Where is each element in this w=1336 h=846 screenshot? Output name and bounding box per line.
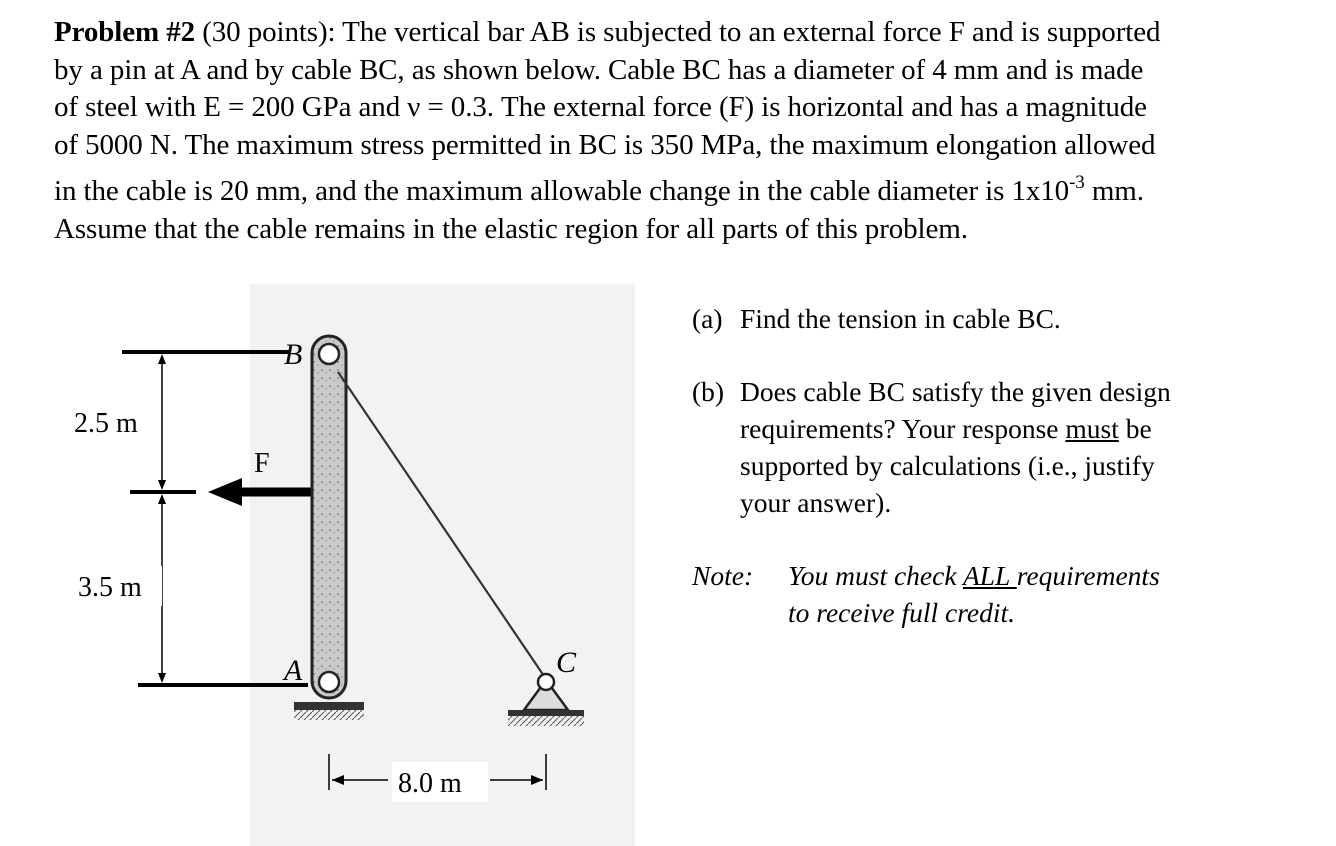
question-b-label: (b) <box>692 376 725 407</box>
structure-diagram <box>0 280 660 846</box>
label-c: C <box>556 646 577 679</box>
problem-heading: Problem #2 <box>54 16 196 48</box>
questions <box>692 300 1312 631</box>
question-a-text: Find the tension in cable BC. <box>740 303 1061 334</box>
question-b: (b) Does cable BC satisfy the given design requirements? Your response must be supported by calculations (i.e., justify your answer). <box>692 373 1312 521</box>
note: Note: You must check ALL requirements to receive full credit. <box>692 557 1312 631</box>
dim-lower-label: 3.5 m <box>78 572 142 603</box>
statement-line-6: Assume that the cable remains in the elastic region for all parts of this problem. <box>54 212 968 245</box>
pin-b <box>319 344 339 364</box>
statement-line-4: of 5000 N. The maximum stress permitted in BC is 350 MPa, the maximum elongation allowed <box>54 128 1156 161</box>
support-a-hatch <box>294 710 364 720</box>
support-a-base <box>294 702 364 710</box>
dim-upper-label: 2.5 m <box>74 408 138 439</box>
statement-line-5: in the cable is 20 mm, and the maximum allowable change in the cable diameter is $1x10^{-3}$ mm. <box>54 172 1144 208</box>
note-label: Note: <box>692 560 754 591</box>
dim-horizontal-label: 8.0 m <box>398 768 462 799</box>
label-a: A <box>284 654 303 687</box>
question-a <box>692 300 1312 337</box>
must-underline: must <box>1065 413 1119 444</box>
label-b: B <box>284 338 303 371</box>
support-c-hatch <box>508 716 584 726</box>
statement-line-1: Problem #2 (30 points): The vertical bar AB is subjected to an external force F and is supported <box>54 16 1161 48</box>
scan-background <box>250 284 635 846</box>
all-underline: ALL <box>962 560 1017 591</box>
structure-figure <box>0 280 660 846</box>
problem-statement <box>54 14 1304 249</box>
force-label: F <box>254 448 270 479</box>
statement-line-3: of steel with E = 200 GPa and ν = 0.3. The external force (F) is horizontal and has a magnitude <box>54 91 1147 124</box>
pin-a <box>319 672 339 692</box>
force-arrow-head <box>208 478 242 506</box>
bar-ab <box>312 336 346 698</box>
problem-points: (30 points): <box>202 16 336 48</box>
question-a-label: (a) <box>692 303 723 334</box>
statement-line-2: by a pin at A and by cable BC, as shown below. Cable BC has a diameter of 4 mm and is made <box>54 53 1144 86</box>
exponent: -3 <box>1069 172 1085 194</box>
support-c-base <box>508 710 584 716</box>
pin-c <box>538 674 554 690</box>
